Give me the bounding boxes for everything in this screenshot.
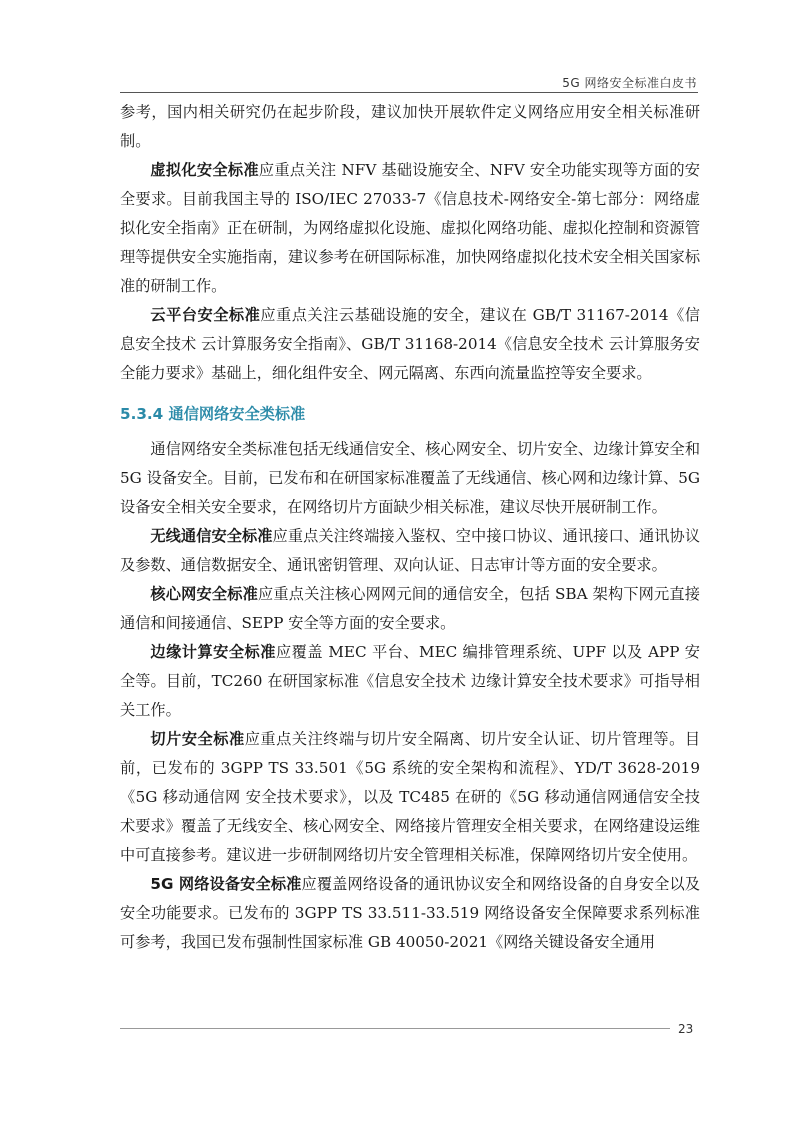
term-cloud-platform: 云平台安全标准 — [150, 306, 261, 324]
term-edge-computing: 边缘计算安全标准 — [150, 643, 276, 661]
term-wireless: 无线通信安全标准 — [150, 527, 273, 545]
term-slice: 切片安全标准 — [150, 730, 245, 748]
text-cloud-platform: 应重点关注云基础设施的安全，建议在 GB/T 31167-2014《信息安全技术 云计算服务安全指南》、GB/T 31168-2014《信息安全技术 云计算服务安全能力要求》基础上，细化组件安全、网元隔离、东西向流量监控等安全要求。 — [120, 306, 700, 382]
paragraph-cloud-platform — [120, 301, 700, 388]
section-heading: 5.3.4 通信网络安全类标准 — [120, 405, 306, 423]
text-device: 应覆盖网络设备的通讯协议安全和网络设备的自身安全以及安全功能要求。已发布的 3GPP TS 33.511-33.519 网络设备安全保障要求系列标准可参考，我国已发布强制性国家标准 GB 40050-2021《网络关键设备安全通用 — [120, 875, 700, 951]
paragraph-edge-computing — [120, 638, 700, 725]
text-slice: 应重点关注终端与切片安全隔离、切片安全认证、切片管理等。目前，已发布的 3GPP TS 33.501《5G 系统的安全架构和流程》、YD/T 3628-2019《5G 移动通信网 安全技术要求》，以及 TC485 在研的《5G 移动通信网通信安全技术要求》覆盖了无线安全、核心网安全、网络接片管理安全相关要求，在网络建设运维中可直接参考。建议进一步研制网络切片安全管理相关标准，保障网络切片安全使用。 — [120, 730, 701, 864]
paragraph-virtualization — [120, 156, 700, 301]
text-edge-computing: 应覆盖 MEC 平台、MEC 编排管理系统、UPF 以及 APP 安全等。目前，TC260 在研国家标准《信息安全技术 边缘计算安全技术要求》可指导相关工作。 — [120, 643, 700, 719]
term-device: 5G 网络设备安全标准 — [150, 875, 302, 893]
paragraph-continuation: 参考，国内相关研究仍在起步阶段，建议加快开展软件定义网络应用安全相关标准研制。 — [120, 103, 700, 150]
running-header-title: 5G 网络安全标准白皮书 — [562, 76, 697, 90]
text-wireless: 应重点关注终端接入鉴权、空中接口协议、通讯接口、通讯协议及参数、通信数据安全、通讯密钥管理、双向认证、日志审计等方面的安全要求。 — [120, 527, 701, 574]
header-divider — [120, 92, 698, 93]
paragraph-wireless — [120, 522, 700, 580]
page-number: 23 — [678, 1022, 694, 1036]
text-core-network: 应重点关注核心网网元间的通信安全，包括 SBA 架构下网元直接通信和间接通信、SEPP 安全等方面的安全要求。 — [120, 585, 700, 632]
paragraph-core-network — [120, 580, 700, 638]
footer-divider — [120, 1028, 670, 1029]
paragraph-intro: 通信网络安全类标准包括无线通信安全、核心网安全、切片安全、边缘计算安全和 5G 设备安全。目前，已发布和在研国家标准覆盖了无线通信、核心网和边缘计算、5G 设备安全相关安全要求，在网络切片方面缺少相关标准，建议尽快开展研制工作。 — [120, 440, 700, 516]
term-virtualization: 虚拟化安全标准 — [150, 161, 259, 179]
page-body — [120, 98, 700, 957]
paragraph-slice — [120, 725, 700, 870]
term-core-network: 核心网安全标准 — [150, 585, 258, 603]
text-virtualization: 应重点关注 NFV 基础设施安全、NFV 安全功能实现等方面的安全要求。目前我国主导的 ISO/IEC 27033-7《信息技术-网络安全-第七部分：网络虚拟化安全指南》正在研制，为网络虚拟化设施、虚拟化网络功能、虚拟化控制和资源管理等提供安全实施指南，建议参考在研国际标准，加快网络虚拟化技术安全相关国家标准的研制工作。 — [120, 161, 700, 295]
paragraph-device — [120, 870, 700, 957]
